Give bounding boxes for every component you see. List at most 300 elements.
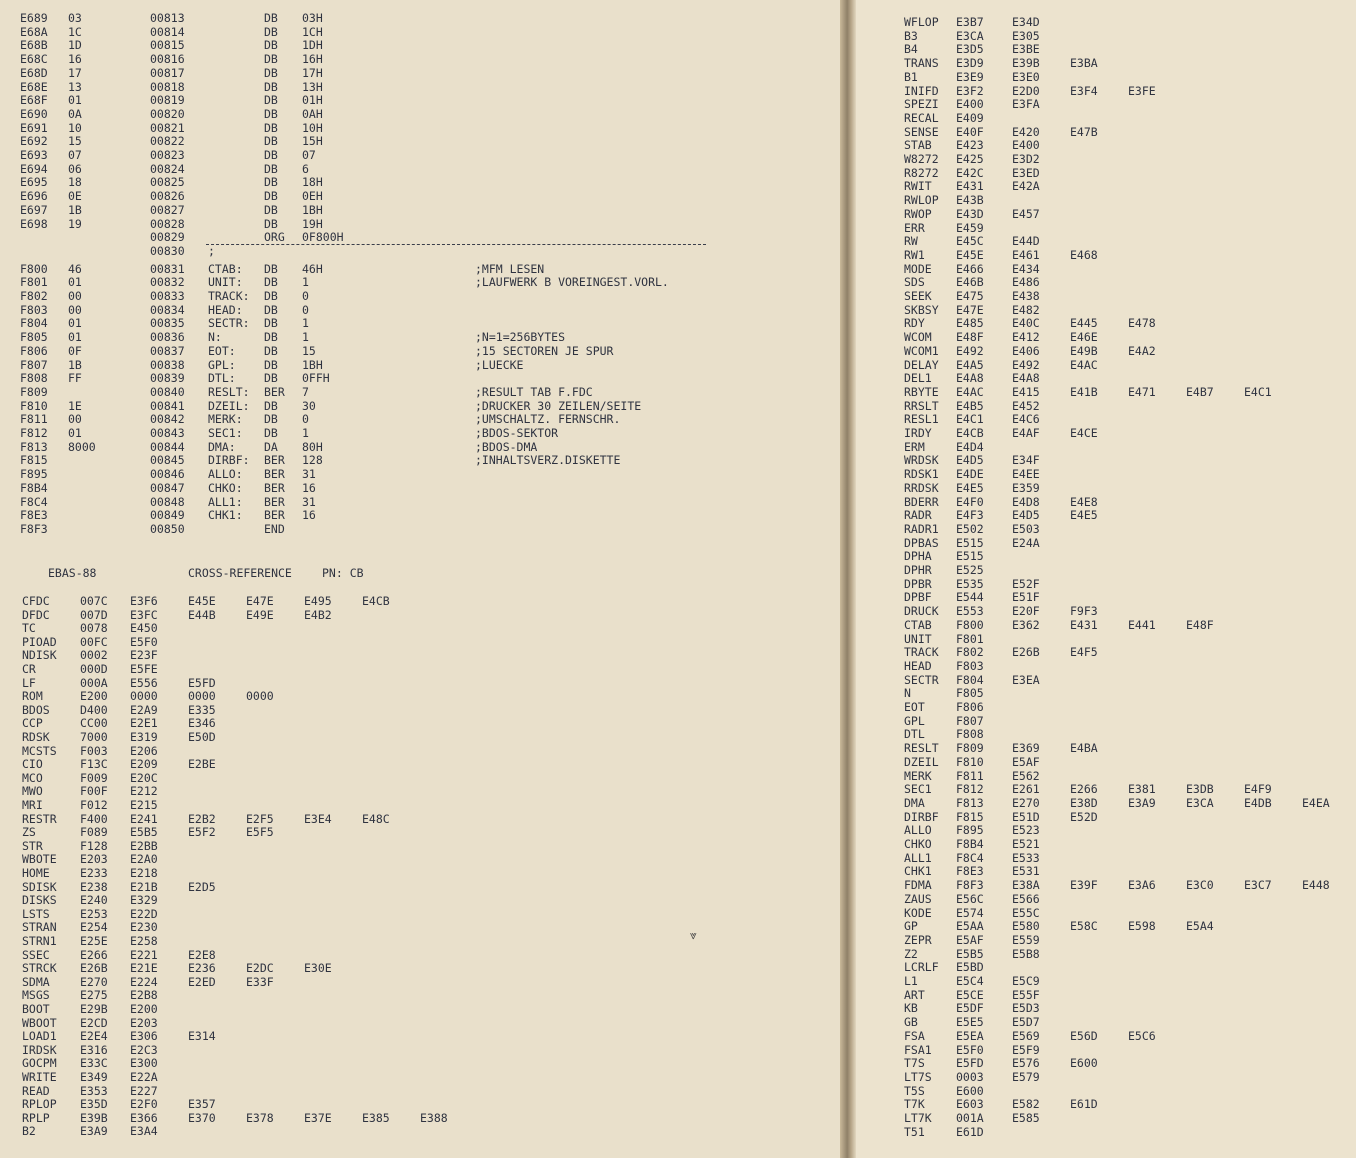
- operand: 7: [302, 384, 309, 399]
- symbol-value: F400: [80, 811, 108, 826]
- reference: E4AC: [1070, 357, 1098, 372]
- symbol: SEEK: [904, 289, 932, 303]
- reference: E445: [1070, 316, 1098, 331]
- line-number: 00813: [150, 11, 185, 25]
- reference: E37E: [304, 1110, 332, 1125]
- object-code: 00: [68, 289, 82, 303]
- label: EOT:: [208, 343, 236, 358]
- symbol-value: E3D9: [956, 56, 984, 71]
- comment: ;BDOS-DMA: [475, 439, 538, 454]
- symbol: SPEZI: [904, 97, 939, 112]
- reference: E2BB: [130, 838, 158, 853]
- reference: 0000: [188, 689, 216, 704]
- reference: E4F5: [1070, 645, 1098, 660]
- reference: E4EE: [1012, 467, 1040, 482]
- reference: E41B: [1070, 384, 1098, 399]
- address: E691: [20, 120, 48, 135]
- symbol-value: F803: [956, 658, 984, 673]
- symbol: BOOT: [22, 1002, 50, 1016]
- reference: E2E1: [130, 716, 158, 731]
- symbol: DPHR: [904, 563, 932, 577]
- object-code: 0E: [68, 189, 82, 204]
- reference: E585: [1012, 1111, 1040, 1125]
- address: F895: [20, 467, 48, 482]
- line-number: 00832: [150, 275, 185, 290]
- symbol-value: 0078: [80, 621, 108, 636]
- reference: E56D: [1070, 1028, 1098, 1043]
- symbol: MCO: [22, 770, 43, 785]
- label: HEAD:: [208, 302, 243, 317]
- symbol: STAB: [904, 138, 932, 153]
- symbol-value: E43D: [956, 206, 984, 221]
- reference: E61D: [1070, 1097, 1098, 1112]
- symbol: RESTR: [22, 811, 57, 826]
- comment: ;DRUCKER 30 ZEILEN/SEITE: [475, 398, 642, 413]
- symbol-value: E4D5: [956, 453, 984, 468]
- reference: E58C: [1070, 919, 1098, 934]
- reference: E200: [130, 1002, 158, 1016]
- symbol-value: F009: [80, 770, 108, 785]
- operand: 1DH: [302, 38, 323, 53]
- reference: E450: [130, 621, 158, 636]
- symbol-value: E349: [80, 1070, 108, 1084]
- reference: E224: [130, 974, 158, 989]
- symbol: IRDY: [904, 426, 932, 440]
- reference: E3BA: [1070, 56, 1098, 71]
- opcode: DB: [264, 161, 278, 176]
- reference: E346: [188, 716, 216, 731]
- symbol-value: E3E9: [956, 69, 984, 84]
- object-code: 16: [68, 52, 82, 67]
- reference: E366: [130, 1110, 158, 1125]
- line-number: 00830: [150, 243, 185, 258]
- symbol-value: F13C: [80, 757, 108, 772]
- symbol-value: E574: [956, 905, 984, 920]
- operand: 31: [302, 467, 316, 482]
- symbol: EOT: [904, 700, 925, 714]
- symbol: N: [904, 686, 911, 701]
- address: F806: [20, 343, 48, 358]
- operand: 1BH: [302, 357, 323, 372]
- symbol-value: E25E: [80, 934, 108, 948]
- symbol-value: E5C4: [956, 974, 984, 988]
- symbol-value: 00FC: [80, 634, 108, 649]
- opcode: DB: [264, 120, 278, 135]
- symbol: ART: [904, 987, 925, 1002]
- reference: E218: [130, 866, 158, 880]
- reference: E503: [1012, 521, 1040, 536]
- reference: E486: [1012, 275, 1040, 290]
- reference: E457: [1012, 206, 1040, 221]
- symbol: B3: [904, 28, 918, 43]
- line-number: 00827: [150, 202, 185, 217]
- reference: E431: [1070, 617, 1098, 632]
- reference: E4BA: [1070, 741, 1098, 756]
- reference: E4A8: [1012, 371, 1040, 386]
- line-number: 00833: [150, 289, 185, 303]
- reference: E44B: [188, 607, 216, 622]
- reference: E258: [130, 934, 158, 948]
- reference: E319: [130, 730, 158, 744]
- object-code: 01: [68, 316, 82, 331]
- address: E697: [20, 202, 48, 217]
- reference: E2F0: [130, 1097, 158, 1112]
- symbol: GOCPM: [22, 1056, 57, 1071]
- symbol-value: E40F: [956, 124, 984, 139]
- reference: E482: [1012, 302, 1040, 317]
- reference: E3F6: [130, 594, 158, 608]
- reference: E3F4: [1070, 83, 1098, 98]
- reference: E270: [1012, 795, 1040, 810]
- operand: 30: [302, 398, 316, 413]
- operand: 0EH: [302, 189, 323, 204]
- reference: E45E: [188, 594, 216, 608]
- reference: E4C1: [1244, 384, 1272, 399]
- label: UNIT:: [208, 275, 243, 290]
- reference: E4CE: [1070, 426, 1098, 440]
- line-number: 00844: [150, 439, 185, 454]
- symbol-value: F805: [956, 686, 984, 701]
- symbol: RPLOP: [22, 1097, 57, 1112]
- reference: E335: [188, 702, 216, 717]
- opcode: BER: [264, 480, 285, 495]
- opcode: DB: [264, 330, 278, 345]
- operand: 15H: [302, 134, 323, 149]
- symbol-value: E5F0: [956, 1042, 984, 1057]
- opcode: DB: [264, 202, 278, 217]
- opcode: DB: [264, 261, 278, 276]
- object-code: 00: [68, 302, 82, 317]
- symbol-value: E56C: [956, 891, 984, 906]
- symbol-value: F003: [80, 743, 108, 758]
- opcode: DB: [264, 38, 278, 53]
- symbol: ROM: [22, 689, 43, 704]
- symbol: STRAN: [22, 920, 57, 935]
- line-number: 00819: [150, 93, 185, 108]
- symbol: MWO: [22, 784, 43, 799]
- symbol: NDISK: [22, 648, 57, 663]
- reference: E5FD: [188, 675, 216, 690]
- symbol-value: E409: [956, 110, 984, 125]
- symbol: B2: [22, 1124, 36, 1139]
- operand: 16: [302, 508, 316, 523]
- object-code: 1D: [68, 38, 82, 53]
- reference: E556: [130, 675, 158, 690]
- symbol-value: E3B7: [956, 15, 984, 29]
- reference: E34D: [1012, 15, 1040, 29]
- reference: E22D: [130, 906, 158, 921]
- symbol-value: F8E3: [956, 864, 984, 879]
- symbol-value: F012: [80, 798, 108, 812]
- symbol: CTAB: [904, 617, 932, 632]
- opcode: DB: [264, 412, 278, 427]
- reference: E2BE: [188, 757, 216, 772]
- symbol: B1: [904, 69, 918, 84]
- address: F813: [20, 439, 48, 454]
- line-number: 00838: [150, 357, 185, 372]
- reference: E51D: [1012, 809, 1040, 824]
- reference: E3FC: [130, 607, 158, 622]
- operand: 17H: [302, 65, 323, 80]
- reference: E21E: [130, 961, 158, 976]
- line-number: 00814: [150, 24, 185, 39]
- symbol: WCOM: [904, 330, 932, 345]
- reference: E23F: [130, 648, 158, 663]
- reference: E362: [1012, 617, 1040, 632]
- opcode: DB: [264, 93, 278, 108]
- address: E696: [20, 189, 48, 204]
- reference: E420: [1012, 124, 1040, 139]
- symbol-value: E600: [956, 1083, 984, 1098]
- operand: 0FFH: [302, 371, 330, 386]
- object-code: 10: [68, 120, 82, 135]
- symbol-value: E4A8: [956, 371, 984, 386]
- symbol: PIOAD: [22, 634, 57, 649]
- reference: E50D: [188, 730, 216, 744]
- symbol-value: E4E5: [956, 480, 984, 495]
- reference: E598: [1128, 919, 1156, 934]
- opcode: END: [264, 521, 285, 536]
- separator-rule: [206, 244, 706, 245]
- reference: E2D5: [188, 879, 216, 894]
- symbol: RADR: [904, 508, 932, 523]
- symbol-value: E3A9: [80, 1124, 108, 1139]
- symbol: DTL: [904, 727, 925, 742]
- reference: E227: [130, 1083, 158, 1098]
- operand: 46H: [302, 261, 323, 276]
- right-page: [856, 0, 1356, 1158]
- label: ALLO:: [208, 467, 243, 482]
- reference: E523: [1012, 823, 1040, 838]
- symbol-value: E466: [956, 261, 984, 276]
- symbol-value: D400: [80, 702, 108, 717]
- comment: ;MFM LESEN: [475, 261, 545, 276]
- reference: E215: [130, 798, 158, 812]
- reference: E266: [1070, 782, 1098, 797]
- symbol: SSEC: [22, 947, 50, 962]
- label: N:: [208, 330, 222, 345]
- program-name: EBAS-88: [48, 566, 97, 580]
- symbol: Z2: [904, 946, 918, 961]
- symbol: CCP: [22, 716, 43, 731]
- symbol: BDOS: [22, 702, 50, 717]
- reference: E3ED: [1012, 165, 1040, 180]
- line-number: 00850: [150, 521, 185, 536]
- reference: E2B2: [188, 811, 216, 826]
- reference: E533: [1012, 850, 1040, 865]
- label: RESLT:: [208, 384, 250, 399]
- symbol: UNIT: [904, 631, 932, 646]
- object-code: 15: [68, 134, 82, 149]
- symbol: RWOP: [904, 206, 932, 221]
- symbol: FDMA: [904, 878, 932, 893]
- reference: E46E: [1070, 330, 1098, 345]
- symbol-value: E43B: [956, 193, 984, 208]
- address: E698: [20, 216, 48, 231]
- symbol-value: E515: [956, 535, 984, 550]
- symbol: RRDSK: [904, 480, 939, 495]
- reference: E206: [130, 743, 158, 758]
- reference: E5D3: [1012, 1001, 1040, 1016]
- symbol: CIO: [22, 757, 43, 772]
- line-number: 00825: [150, 175, 185, 190]
- line-number: 00829: [150, 230, 185, 245]
- opcode: DB: [264, 134, 278, 149]
- operand: 07: [302, 148, 316, 162]
- reference: E49E: [246, 607, 274, 622]
- symbol: KODE: [904, 905, 932, 920]
- reference: E434: [1012, 261, 1040, 276]
- symbol-value: F815: [956, 809, 984, 824]
- address: F801: [20, 275, 48, 290]
- line-number: 00848: [150, 494, 185, 509]
- symbol: RWLOP: [904, 193, 939, 208]
- symbol-value: F00F: [80, 784, 108, 799]
- label: MERK:: [208, 412, 243, 427]
- reference: E52F: [1012, 576, 1040, 591]
- symbol-value: E5FD: [956, 1056, 984, 1071]
- symbol-value: F811: [956, 768, 984, 783]
- reference: E4F9: [1244, 782, 1272, 797]
- symbol: FSA1: [904, 1042, 932, 1057]
- symbol-value: E4C1: [956, 412, 984, 427]
- reference: E582: [1012, 1097, 1040, 1112]
- address: F8F3: [20, 521, 48, 536]
- symbol: ERM: [904, 439, 925, 454]
- symbol-value: F089: [80, 825, 108, 840]
- symbol: STRCK: [22, 961, 57, 976]
- operand: 1: [302, 426, 309, 440]
- reference: E38A: [1012, 878, 1040, 893]
- symbol-value: F8F3: [956, 878, 984, 893]
- line-number: 00818: [150, 79, 185, 94]
- symbol: INIFD: [904, 83, 939, 98]
- reference: E381: [1128, 782, 1156, 797]
- symbol: ZS: [22, 825, 36, 840]
- symbol-value: CC00: [80, 716, 108, 731]
- reference: E4D8: [1012, 494, 1040, 509]
- pn-label: PN: CB: [322, 566, 364, 580]
- operand: 03H: [302, 11, 323, 25]
- symbol: CR: [22, 662, 36, 676]
- address: F807: [20, 357, 48, 372]
- reference: E5FE: [130, 662, 158, 676]
- operand: 1: [302, 316, 309, 331]
- reference: E3FE: [1128, 83, 1156, 98]
- reference: F9F3: [1070, 604, 1098, 619]
- address: E68D: [20, 65, 48, 80]
- symbol-value: E39B: [80, 1110, 108, 1125]
- opcode: DB: [264, 79, 278, 94]
- reference: E47E: [246, 594, 274, 608]
- label: ;: [208, 243, 215, 258]
- symbol: CHK1: [904, 864, 932, 879]
- label: TRACK:: [208, 289, 250, 303]
- reference: E5AF: [1012, 754, 1040, 769]
- symbol-value: E4F3: [956, 508, 984, 523]
- symbol: KB: [904, 1001, 918, 1016]
- object-code: 01: [68, 426, 82, 440]
- symbol-value: E3CA: [956, 28, 984, 43]
- object-code: 13: [68, 79, 82, 94]
- symbol-value: E254: [80, 920, 108, 935]
- opcode: DB: [264, 148, 278, 162]
- symbol: ALLO: [904, 823, 932, 838]
- symbol: GP: [904, 919, 918, 934]
- symbol: RRSLT: [904, 398, 939, 413]
- operand: 80H: [302, 439, 323, 454]
- symbol: T7S: [904, 1056, 925, 1071]
- reference: E531: [1012, 864, 1040, 879]
- reference: E359: [1012, 480, 1040, 495]
- reference: E221: [130, 947, 158, 962]
- operand: 0F800H: [302, 230, 344, 245]
- reference: E448: [1302, 878, 1330, 893]
- reference: E5D7: [1012, 1015, 1040, 1030]
- reference: E2C3: [130, 1042, 158, 1057]
- address: F8C4: [20, 494, 48, 509]
- symbol: DIRBF: [904, 809, 939, 824]
- reference: E580: [1012, 919, 1040, 934]
- reference: E4B2: [304, 607, 332, 622]
- symbol-value: E525: [956, 563, 984, 577]
- symbol: MODE: [904, 261, 932, 276]
- reference: E3A9: [1128, 795, 1156, 810]
- reference: E579: [1012, 1069, 1040, 1084]
- symbol-value: E203: [80, 852, 108, 867]
- symbol: WBOTE: [22, 852, 57, 867]
- label: ALL1:: [208, 494, 243, 509]
- symbol-value: F801: [956, 631, 984, 646]
- reference: E5B8: [1012, 946, 1040, 961]
- symbol-value: F810: [956, 754, 984, 769]
- reference: E412: [1012, 330, 1040, 345]
- symbol: CFDC: [22, 594, 50, 608]
- symbol-value: E5B5: [956, 946, 984, 961]
- reference: E4E8: [1070, 494, 1098, 509]
- symbol-value: 007D: [80, 607, 108, 622]
- symbol-value: E4DE: [956, 467, 984, 482]
- symbol: SDMA: [22, 974, 50, 989]
- reference: E3FA: [1012, 97, 1040, 112]
- line-number: 00835: [150, 316, 185, 331]
- reference: E3E4: [304, 811, 332, 826]
- reference: E4CB: [362, 594, 390, 608]
- reference: E357: [188, 1097, 216, 1112]
- symbol: RADR1: [904, 521, 939, 536]
- label: SEC1:: [208, 426, 243, 440]
- symbol: SKBSY: [904, 302, 939, 317]
- reference: E4DB: [1244, 795, 1272, 810]
- operand: 1: [302, 330, 309, 345]
- reference: E566: [1012, 891, 1040, 906]
- symbol-value: E535: [956, 576, 984, 591]
- symbol-value: E61D: [956, 1124, 984, 1139]
- address: F809: [20, 384, 48, 399]
- reference: E3A4: [130, 1124, 158, 1139]
- opcode: ORG: [264, 230, 285, 245]
- symbol: WCOM1: [904, 343, 939, 358]
- symbol-value: E603: [956, 1097, 984, 1112]
- address: F815: [20, 453, 48, 468]
- symbol: T51: [904, 1124, 925, 1139]
- symbol-value: E544: [956, 590, 984, 605]
- operand: 0: [302, 412, 309, 427]
- address: F800: [20, 261, 48, 276]
- symbol-value: 007C: [80, 594, 108, 608]
- reference: E241: [130, 811, 158, 826]
- reference: E562: [1012, 768, 1040, 783]
